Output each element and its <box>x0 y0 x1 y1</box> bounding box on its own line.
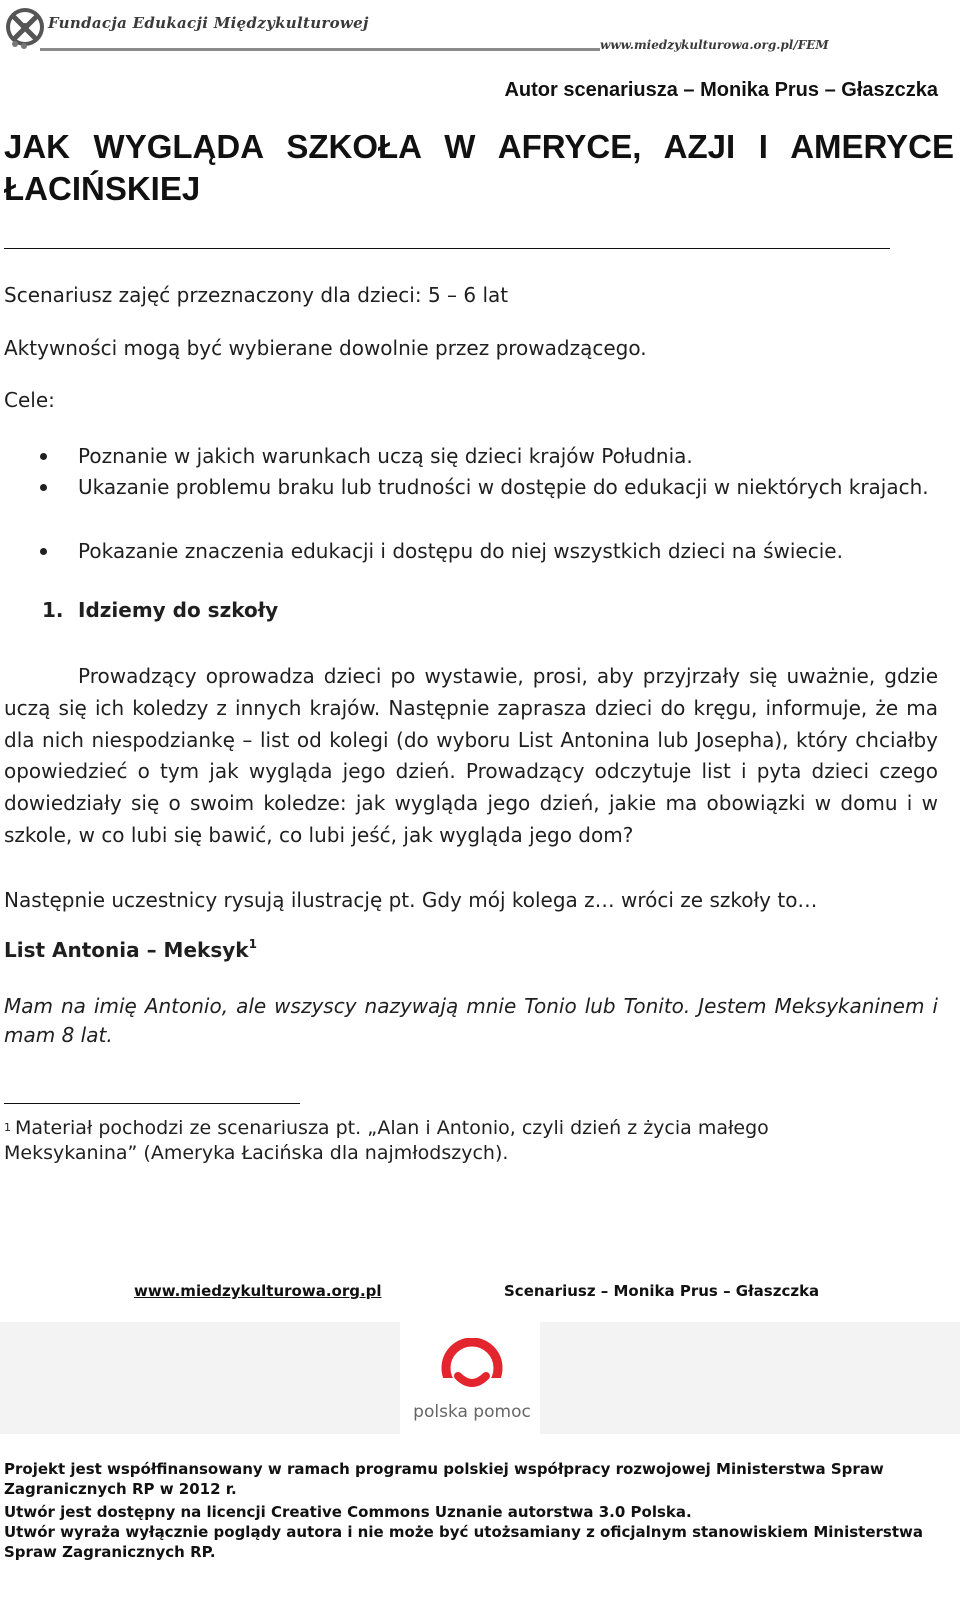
bullet-icon <box>40 453 47 460</box>
header-url: www.miedzykulturowa.org.pl/FEM <box>600 38 829 52</box>
section-title: Idziemy do szkoły <box>78 598 279 622</box>
footnote <box>4 1116 904 1166</box>
activities-line: Aktywności mogą być wybierane dowolnie przez prowadzącego. <box>4 336 647 360</box>
org-name: Fundacja Edukacji Międzykulturowej <box>48 14 369 32</box>
footer-band-right <box>540 1322 960 1434</box>
polska-pomoc-logo <box>412 1330 532 1430</box>
foundation-logo-icon <box>4 2 46 52</box>
section-paragraph: Prowadzący oprowadza dzieci po wystawie, prosi, aby przyjrzały się uważnie, gdzie uczą się ich koledzy z innych krajów. Następnie zaprasza dzieci do kręgu, informuje, że ma dla nich niespodziankę – list od kolegi (do wyboru List Antonina lub Josepha), który chciałby opowiedzieć o tym jak wygląda jego dzień. Prowadzący odczytuje list i pyta dzieci czego dowiedziały się o swoim koledze: jak wygląda jego dzień, jakie ma obowiązki w domu i w szkole, w co lubi się bawić, co lubi jeść, jak wygląda jego dom? <box>4 664 938 847</box>
letter-body: Mam na imię Antonio, ale wszyscy nazywają mnie Tonio lub Tonito. Jestem Meksykaninem i mam 8 lat. <box>4 994 938 1047</box>
footer-url-link[interactable]: www.miedzykulturowa.org.pl <box>134 1282 382 1300</box>
bullet-icon <box>40 484 47 491</box>
goal-text: Poznanie w jakich warunkach uczą się dzieci krajów Południa. <box>78 444 693 468</box>
funding-note <box>4 1459 944 1562</box>
polska-pomoc-icon <box>436 1338 508 1400</box>
title-underline <box>4 248 890 249</box>
footnote-ref: 1 <box>248 937 257 951</box>
section-number: 1. <box>42 598 64 622</box>
bullet-icon <box>40 548 47 555</box>
section-paragraph-task: Następnie uczestnicy rysują ilustrację pt. Gdy mój kolega z… wróci ze szkoły to… <box>4 888 818 912</box>
author-line: Autor scenariusza – Monika Prus – Głaszczka <box>504 79 938 101</box>
funding-line-2: Utwór jest dostępny na licencji Creative Commons Uznanie autorstwa 3.0 Polska. <box>4 1503 692 1521</box>
polska-pomoc-text: polska pomoc <box>413 1402 531 1422</box>
footnote-number: 1 <box>4 1121 11 1134</box>
letter-heading <box>4 938 257 962</box>
page-title: JAK WYGLĄDA SZKOŁA W AFRYCE, AZJI I AMERYCE ŁACIŃSKIEJ <box>4 128 954 207</box>
funding-line-3: Utwór wyraża wyłącznie poglądy autora i nie może być utożsamiany z oficjalnym stanowiskiem Ministerstwa Spraw Zagranicznych RP. <box>4 1523 923 1561</box>
letter-heading-text: List Antonia – Meksyk <box>4 938 249 962</box>
footnote-divider <box>4 1103 300 1104</box>
goal-text: Ukazanie problemu braku lub trudności w dostępie do edukacji w niektórych krajach. <box>78 475 929 499</box>
footnote-text: Materiał pochodzi ze scenariusza pt. „Alan i Antonio, czyli dzień z życia małego Meksykanina” (Ameryka Łacińska dla najmłodszych). <box>4 1117 769 1164</box>
goal-text: Pokazanie znaczenia edukacji i dostępu do niej wszystkich dzieci na świecie. <box>78 539 843 563</box>
footer-band-left <box>0 1322 400 1434</box>
age-line: Scenariusz zajęć przeznaczony dla dzieci: 5 – 6 lat <box>4 283 509 307</box>
goals-label: Cele: <box>4 388 55 412</box>
page-header <box>0 0 960 70</box>
funding-line-1: Projekt jest współfinansowany w ramach programu polskiej współpracy rozwojowej Ministerstwa Spraw Zagranicznych RP w 2012 r. <box>4 1460 884 1498</box>
footer-author: Scenariusz – Monika Prus – Głaszczka <box>504 1282 820 1300</box>
header-divider <box>40 48 600 51</box>
